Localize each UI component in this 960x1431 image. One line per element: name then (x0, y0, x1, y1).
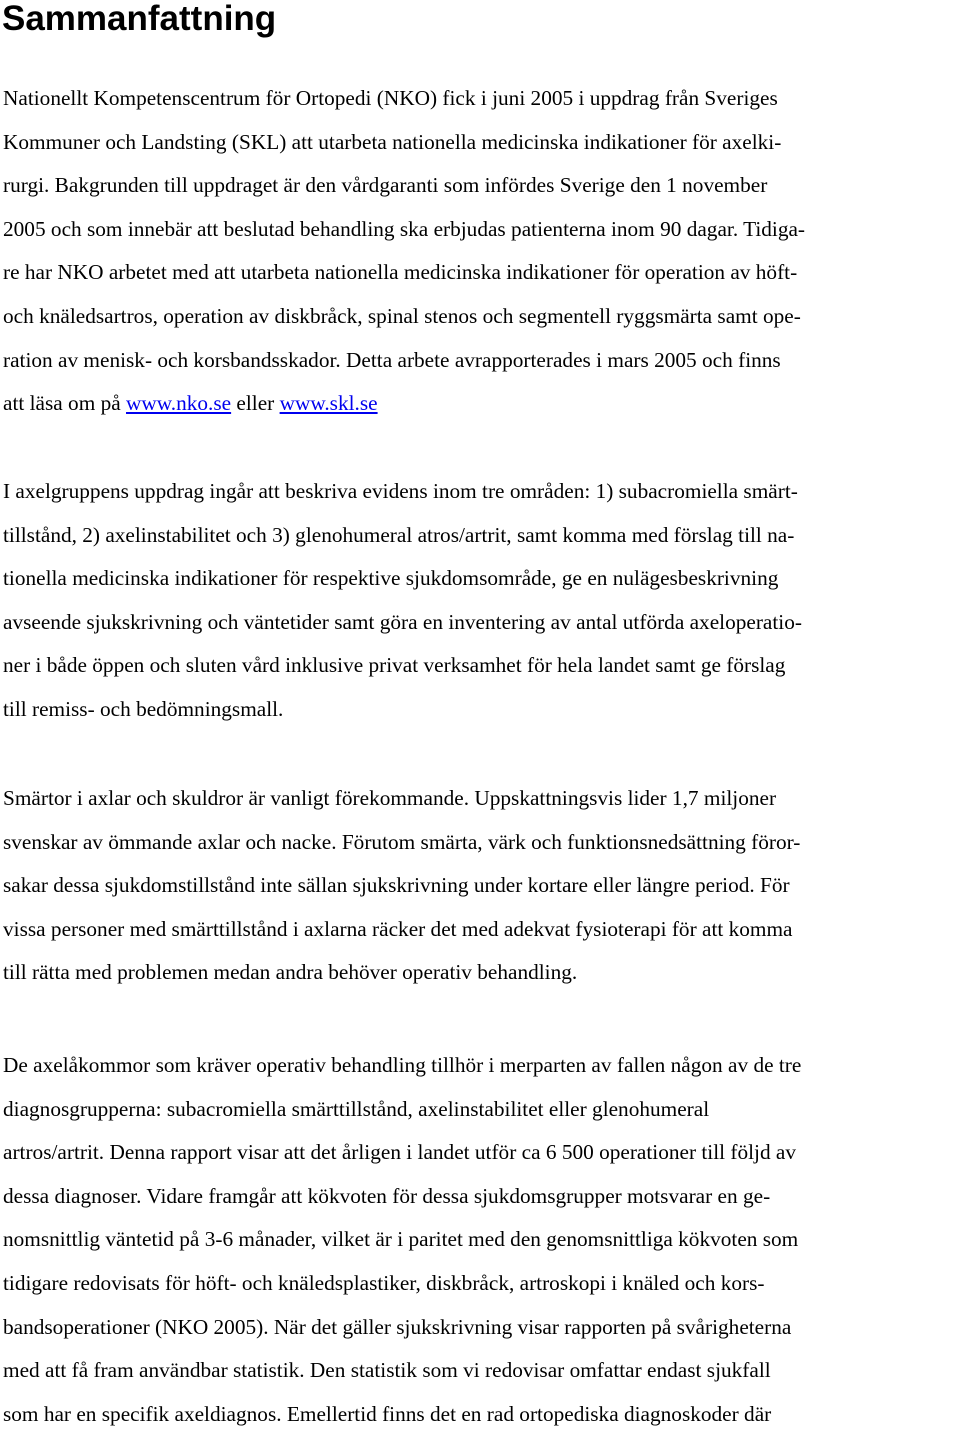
text-line: Smärtor i axlar och skuldror är vanligt förekommande. Uppskattningsvis lider 1,7 miljoner (3, 786, 777, 810)
text-line: som har en specifik axeldiagnos. Emellertid finns det en rad ortopediska diagnoskoder där (3, 1401, 772, 1426)
text-line: tidigare redovisats för höft- och knäledsplastiker, diskbråck, artroskopi i knäled och kors- (3, 1270, 765, 1295)
text-line: nomsnittlig väntetid på 3-6 månader, vilket är i paritet med den genomsnittliga kökvoten som (3, 1227, 799, 1252)
text-line: till rätta med problemen medan andra behöver operativ behandling. (3, 960, 578, 985)
text-line: svenskar av ömmande axlar och nacke. Förutom smärta, värk och funktionsnedsättning föror- (3, 829, 801, 854)
text-line: artros/artrit. Denna rapport visar att det årligen i landet utför ca 6 500 operationer till följd av (3, 1140, 797, 1165)
paragraph-assignment (0, 470, 960, 732)
text-line: rurgi. Bakgrunden till uppdraget är den vårdgaranti som infördes Sverige den 1 november (3, 173, 768, 198)
page-title: Sammanfattning (2, 0, 277, 38)
text-line: avseende sjukskrivning och väntetider samt göra en inventering av antal utförda axeloperatio- (3, 609, 802, 634)
text-line: Nationellt Kompetenscentrum för Ortopedi (NKO) fick i juni 2005 i uppdrag från Sveriges (3, 86, 778, 110)
skl-link[interactable]: www.skl.se (279, 391, 378, 416)
text-line-with-links (0, 382, 960, 426)
nko-link[interactable]: www.nko.se (126, 391, 232, 416)
text-line: dessa diagnoser. Vidare framgår att kökvoten för dessa sjukdomsgrupper motsvarar en ge- (3, 1183, 771, 1208)
text-line: re har NKO arbetet med att utarbeta nationella medicinska indikationer för operation av höft- (3, 260, 798, 285)
text-line: tionella medicinska indikationer för respektive sjukdomsområde, ge en nulägesbeskrivning (3, 566, 779, 591)
text-line: med att få fram användbar statistik. Den statistik som vi redovisar omfattar endast sjukfall (3, 1358, 771, 1383)
text-line: vissa personer med smärttillstånd i axlarna räcker det med adekvat fysioterapi för att komma (3, 916, 793, 941)
text-line: 2005 och som innebär att beslutad behandling ska erbjudas patienterna inom 90 dagar. Tidiga- (3, 216, 806, 241)
text-line: De axelåkommor som kräver operativ behandling tillhör i merparten av fallen någon av de tre (3, 1053, 802, 1077)
link-prefix-text: att läsa om på (3, 391, 127, 416)
text-line: bandsoperationer (NKO 2005). När det gäller sjukskrivning visar rapporten på svårigheterna (3, 1314, 792, 1339)
paragraph-diagnoses (0, 1044, 960, 1431)
paragraph-intro (0, 77, 960, 426)
paragraph-prevalence (0, 777, 960, 995)
text-line: ner i både öppen och sluten vård inklusive privat verksamhet för hela landet samt ge förslag (3, 653, 786, 678)
link-separator-text: eller (231, 391, 280, 416)
text-line: diagnosgrupperna: subacromiella smärttillstånd, axelinstabilitet eller glenohumeral (3, 1096, 710, 1121)
text-line: till remiss- och bedömningsmall. (3, 696, 284, 721)
text-line: Kommuner och Landsting (SKL) att utarbeta nationella medicinska indikationer för axelki- (3, 129, 782, 154)
text-line: ration av menisk- och korsbandsskador. Detta arbete avrapporterades i mars 2005 och finns (3, 347, 781, 372)
text-line: tillstånd, 2) axelinstabilitet och 3) glenohumeral atros/artrit, samt komma med förslag till na- (3, 522, 795, 547)
text-line: och knäledsartros, operation av diskbråck, spinal stenos och segmentell ryggsmärta samt ope- (3, 303, 801, 328)
text-line: I axelgruppens uppdrag ingår att beskriva evidens inom tre områden: 1) subacromiella smärt- (3, 479, 798, 503)
text-line: sakar dessa sjukdomstillstånd inte sällan sjukskrivning under kortare eller längre period. För (3, 873, 790, 898)
